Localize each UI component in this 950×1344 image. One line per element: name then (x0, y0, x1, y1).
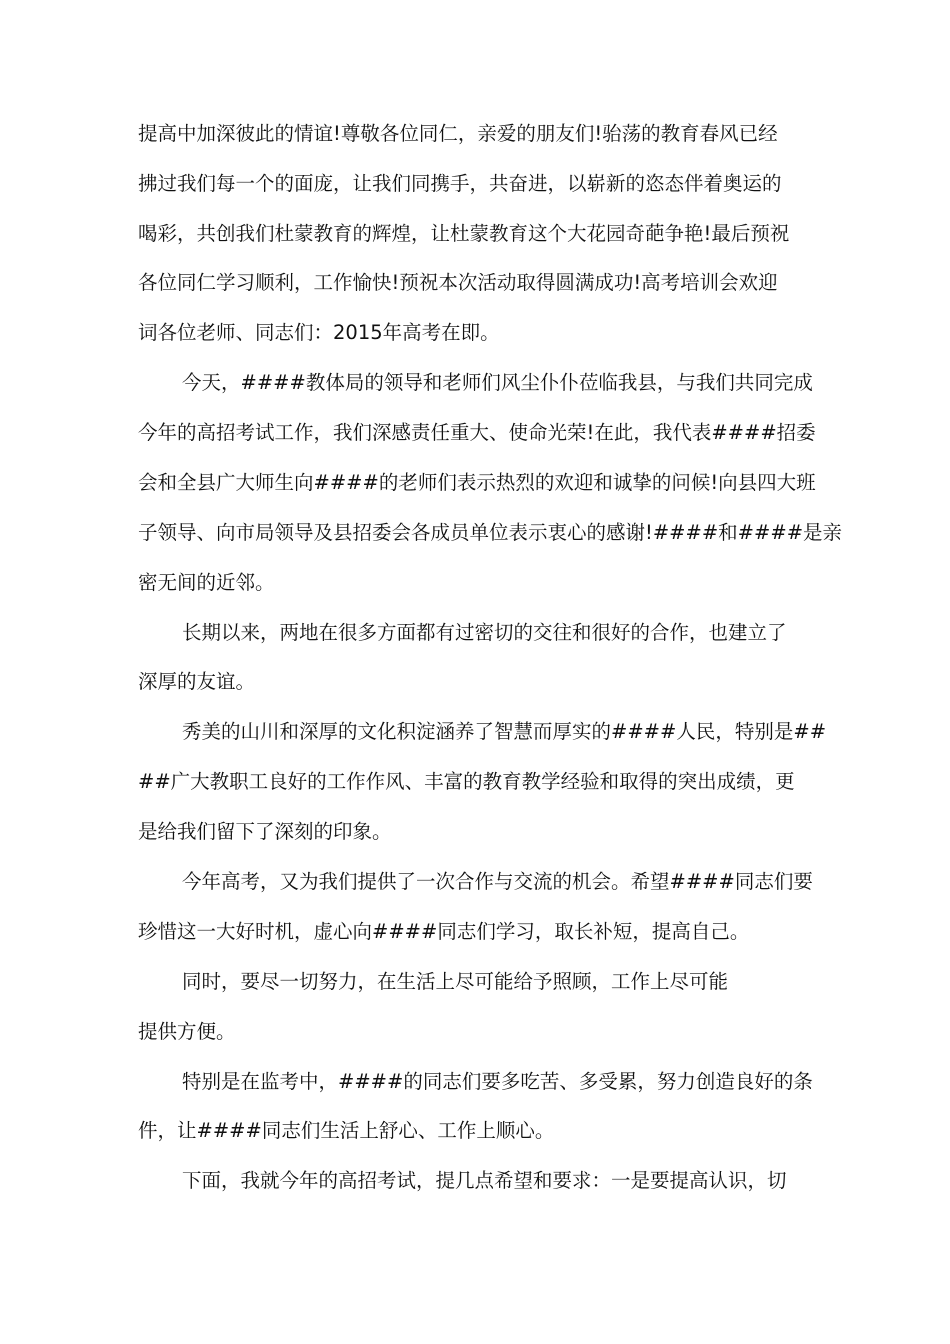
text-line: 下面，我就今年的高招考试，提几点希望和要求：一是要提高认识，切 (182, 1169, 787, 1192)
text-line: 喝彩，共创我们杜蒙教育的辉煌，让杜蒙教育这个大花园奇葩争艳!最后预祝 (138, 222, 790, 245)
text-line: 密无间的近邻。 (138, 571, 275, 594)
text-line: 今年的高招考试工作，我们深感责任重大、使命光荣!在此，我代表####招委 (138, 421, 816, 444)
text-line: 子领导、向市局领导及县招委会各成员单位表示衷心的感谢!####和####是亲 (138, 521, 843, 544)
text-line: 秀美的山川和深厚的文化积淀涵养了智慧而厚实的####人民，特别是## (182, 720, 827, 743)
text-line: 件，让####同志们生活上舒心、工作上顺心。 (138, 1119, 555, 1142)
text-line: 会和全县广大师生向####的老师们表示热烈的欢迎和诚挚的问候!向县四大班 (138, 471, 816, 494)
text-line: 珍惜这一大好时机，虚心向####同志们学习，取长补短，提高自己。 (138, 920, 750, 943)
text-line: 今天，####教体局的领导和老师们风尘仆仆莅临我县，与我们共同完成 (182, 371, 813, 394)
text-line: 词各位老师、同志们：2015年高考在即。 (138, 321, 500, 344)
text-line: 长期以来，两地在很多方面都有过密切的交往和很好的合作，也建立了 (182, 621, 787, 644)
text-line: 提高中加深彼此的情谊!尊敬各位同仁，亲爱的朋友们!骀荡的教育春风已经 (138, 122, 778, 145)
text-line: 各位同仁学习顺利，工作愉快!预祝本次活动取得圆满成功!高考培训会欢迎 (138, 271, 778, 294)
text-line: 是给我们留下了深刻的印象。 (138, 820, 392, 843)
text-line: 深厚的友谊。 (138, 670, 256, 693)
text-line: 拂过我们每一个的面庞，让我们同携手，共奋进，以崭新的恣态伴着奥运的 (138, 172, 782, 195)
text-line: ##广大教职工良好的工作作风、丰富的教育教学经验和取得的突出成绩，更 (138, 770, 795, 793)
text-line: 今年高考，又为我们提供了一次合作与交流的机会。希望####同志们要 (182, 870, 813, 893)
text-line: 特别是在监考中，####的同志们要多吃苦、多受累，努力创造良好的条 (182, 1070, 813, 1093)
text-line: 提供方便。 (138, 1020, 236, 1043)
text-line: 同时，要尽一切努力，在生活上尽可能给予照顾，工作上尽可能 (182, 970, 729, 993)
